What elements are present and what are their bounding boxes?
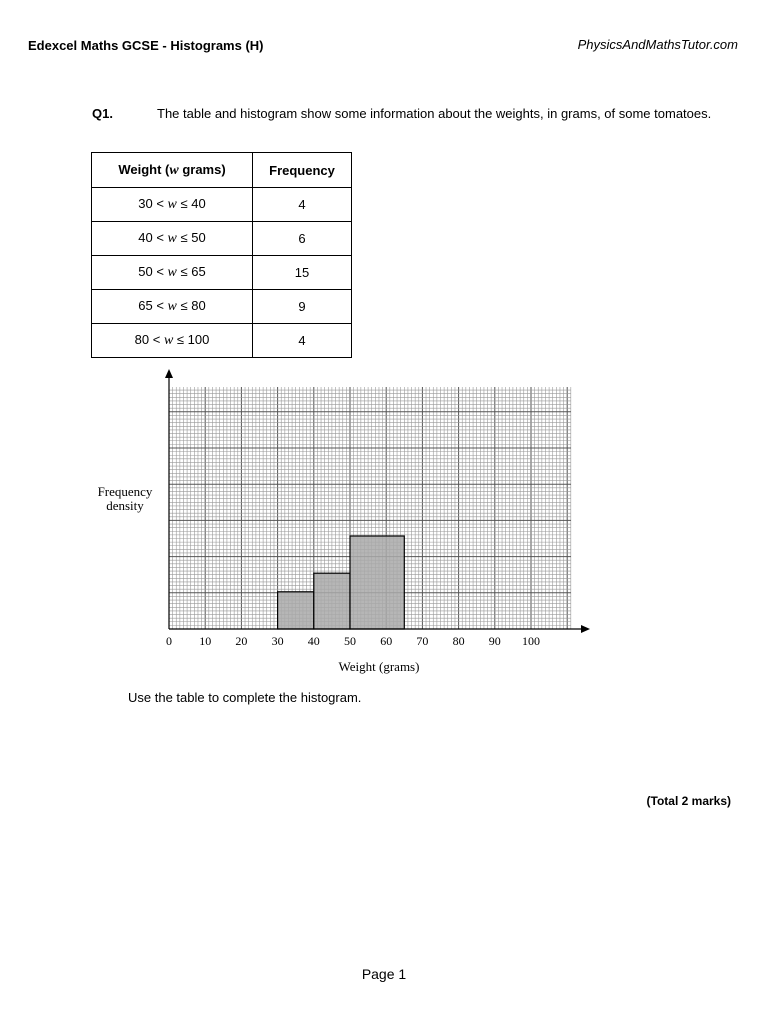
- frequency-cell: 4: [253, 324, 352, 358]
- histogram-bar: [314, 573, 350, 629]
- frequency-cell: 15: [253, 256, 352, 290]
- weight-high: ≤ 65: [176, 264, 206, 279]
- frequency-cell: 9: [253, 290, 352, 324]
- frequency-cell: 4: [253, 188, 352, 222]
- weight-header-suffix: grams): [178, 161, 226, 177]
- y-axis-label: density: [106, 498, 144, 513]
- question-text: The table and histogram show some information about the weights, in grams, of some tomatoes.: [157, 106, 712, 121]
- x-tick-label: 10: [199, 634, 212, 648]
- weight-high: ≤ 80: [176, 298, 206, 313]
- x-tick-label: 80: [452, 634, 465, 648]
- weight-high: ≤ 100: [173, 332, 210, 347]
- chart-bars: [278, 536, 405, 629]
- weight-header-prefix: Weight (: [118, 161, 170, 177]
- histogram-bar: [278, 592, 314, 629]
- weight-low: 40 <: [138, 230, 168, 245]
- x-tick-label: 20: [235, 634, 248, 648]
- weight-low: 80 <: [134, 332, 164, 347]
- y-axis-arrow: [165, 369, 173, 378]
- weight-variable: w: [167, 231, 177, 246]
- question-number: Q1.: [92, 106, 113, 121]
- x-tick-label: 30: [271, 634, 284, 648]
- x-tick-label: 90: [488, 634, 501, 648]
- y-axis-label: Frequency: [97, 484, 153, 499]
- histogram-bar: [350, 536, 404, 629]
- weight-high: ≤ 40: [176, 196, 206, 211]
- weight-variable: w: [167, 299, 177, 314]
- weight-variable: w: [167, 265, 177, 280]
- weight-low: 50 <: [138, 264, 168, 279]
- frequency-cell: 6: [253, 222, 352, 256]
- x-tick-label: 50: [344, 634, 356, 648]
- x-axis-label: Weight (grams): [338, 659, 420, 674]
- frequency-column-header: Frequency: [253, 153, 352, 188]
- weight-variable: w: [167, 197, 177, 212]
- x-tick-label: 70: [416, 634, 429, 648]
- x-tick-label: 60: [380, 634, 393, 648]
- document-title: Edexcel Maths GCSE - Histograms (H): [28, 38, 264, 53]
- weight-low: 65 <: [138, 298, 168, 313]
- instruction-text: Use the table to complete the histogram.: [128, 690, 362, 705]
- site-name: PhysicsAndMathsTutor.com: [577, 37, 738, 52]
- x-tick-label: 40: [307, 634, 320, 648]
- x-tick-label: 0: [166, 634, 172, 648]
- weight-high: ≤ 50: [176, 230, 206, 245]
- weight-low: 30 <: [138, 196, 168, 211]
- weight-variable: w: [163, 333, 174, 348]
- total-marks: (Total 2 marks): [646, 794, 731, 808]
- page-number: Page 1: [361, 966, 407, 982]
- x-axis-arrow: [581, 625, 590, 633]
- weight-header-variable: w: [169, 162, 179, 178]
- x-tick-label: 100: [522, 634, 540, 648]
